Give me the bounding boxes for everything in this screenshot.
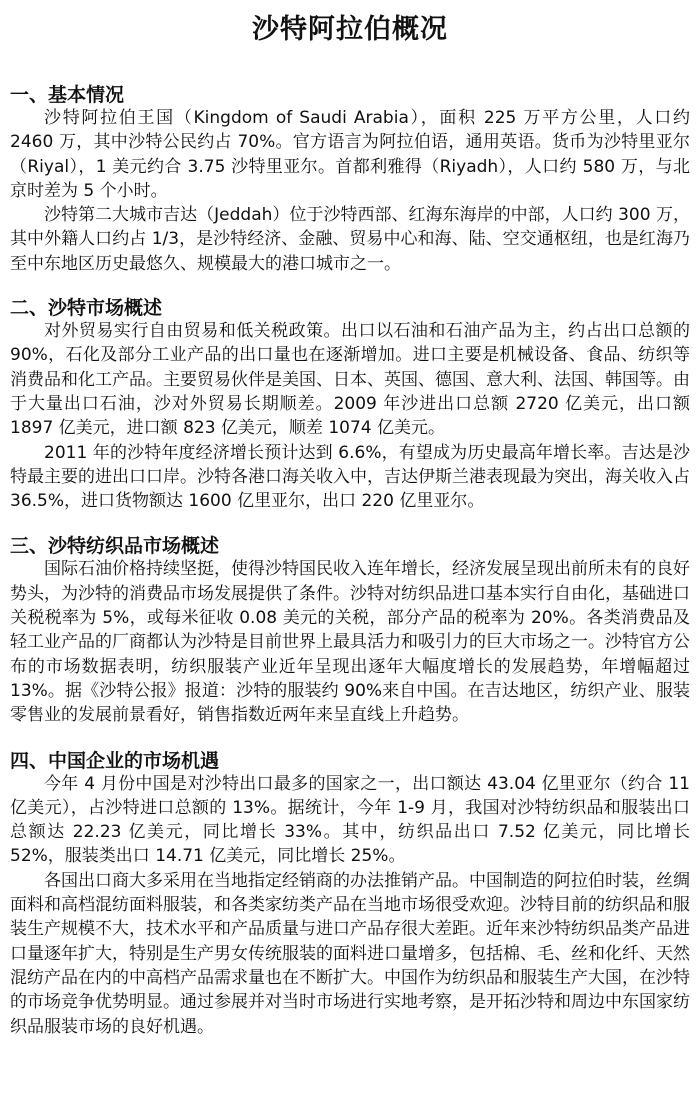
section-heading: 四、中国企业的市场机遇	[10, 749, 220, 772]
section-heading: 二、沙特市场概述	[10, 297, 163, 320]
paragraph: 国际石油价格持续坚挺，使得沙特国民收入连年增长，经济发展呈现出前所未有的良好势头，为沙特的消费品市场发展提供了条件。沙特对纺织品进口基本实行自由化，基础进口关税税率为 5%，或每米征收 0.08 美元的关税，部分产品的税率为 20%。各类消费品及轻工业产品的厂商都认为沙特是目前世界上最具活力和吸引力的巨大市场之一。沙特官方公布的市场数据表明，纺织服装产业近年呈现出逐年大幅度增长的发展趋势，年增幅超过 13%。据《沙特公报》报道：沙特的服装约 90%来自中国。在吉达地区，纺织产业、服装零售业的发展前景看好，销售指数近两年来呈直线上升趋势。	[10, 559, 690, 726]
section-spacer	[10, 728, 690, 750]
section-spacer	[10, 513, 690, 535]
paragraph: 沙特第二大城市吉达（Jeddah）位于沙特西部、红海东海岸的中部，人口约 300 万，其中外籍人口约占 1/3，是沙特经济、金融、贸易中心和海、陆、空交通枢纽，也是红海乃至中东地区历史最悠久、规模最大的港口城市之一。	[10, 205, 690, 274]
paragraph: 沙特阿拉伯王国（Kingdom of Saudi Arabia），面积 225 万平方公里，人口约 2460 万，其中沙特公民约占 70%。官方语言为阿拉伯语，通用英语。货币为沙特里亚尔（Riyal），1 美元约合 3.75 沙特里亚尔。首都利雅得（Riyadh），人口约 580 万，与北京时差为 5 个小时。	[10, 108, 690, 201]
paragraph: 今年 4 月份中国是对沙特出口最多的国家之一，出口额达 43.04 亿里亚尔（约合 11 亿美元），占沙特进口总额的 13%。据统计，今年 1-9 月，我国对沙特纺织品和服装出口总额达 22.23 亿美元，同比增长 33%。其中，纺织品出口 7.52 亿美元，同比增长 52%，服装类出口 14.71 亿美元，同比增长 25%。	[10, 773, 690, 867]
paragraph: 各国出口商大多采用在当地指定经销商的办法推销产品。中国制造的阿拉伯时装，丝绸面料和高档混纺面料服装，和各类家纺类产品在当地市场很受欢迎。沙特目前的纺织品和服装生产规模不大，技术水平和产品质量与进口产品存很大差距。近年来沙特纺织品类产品进口量逐年扩大，特别是生产男女传统服装的面料进口量增多，包括棉、毛、丝和化纤、天然混纺产品在内的中高档产品需求量也在不断扩大。中国作为纺织品和服装生产大国，在沙特的市场竞争优势明显。通过参展并对当时市场进行实地考察，是开拓沙特和周边中东国家纺织品服装市场的良好机遇。	[10, 870, 690, 1037]
section-heading: 一、基本情况	[10, 84, 125, 106]
section-chinese-opportunities	[10, 750, 690, 1039]
section-basic-info	[10, 84, 690, 276]
document-title: 沙特阿拉伯概况	[252, 14, 448, 45]
section-textile-market	[10, 535, 690, 727]
section-spacer	[10, 276, 690, 297]
paragraph: 对外贸易实行自由贸易和低关税政策。出口以石油和石油产品为主，约占出口总额的 90%，石化及部分工业产品的出口量也在逐渐增加。进口主要是机械设备、食品、纺织等消费品和化工产品。主要贸易伙伴是美国、日本、英国、德国、意大利、法国、韩国等。由于大量出口石油，沙对外贸易长期顺差。2009 年沙进出口总额 2720 亿美元，出口额 1897 亿美元，进口额 823 亿美元，顺差 1074 亿美元。	[10, 321, 690, 439]
section-market-overview	[10, 297, 690, 513]
paragraph: 2011 年的沙特年度经济增长预计达到 6.6%，有望成为历史最高年增长率。吉达是沙特最主要的进出口口岸。沙特各港口海关收入中，吉达伊斯兰港表现最为突出，海关收入占 36.5%，进口货物额达 1600 亿里亚尔，出口 220 亿里亚尔。	[10, 442, 690, 512]
section-heading: 三、沙特纺织品市场概述	[10, 535, 220, 558]
